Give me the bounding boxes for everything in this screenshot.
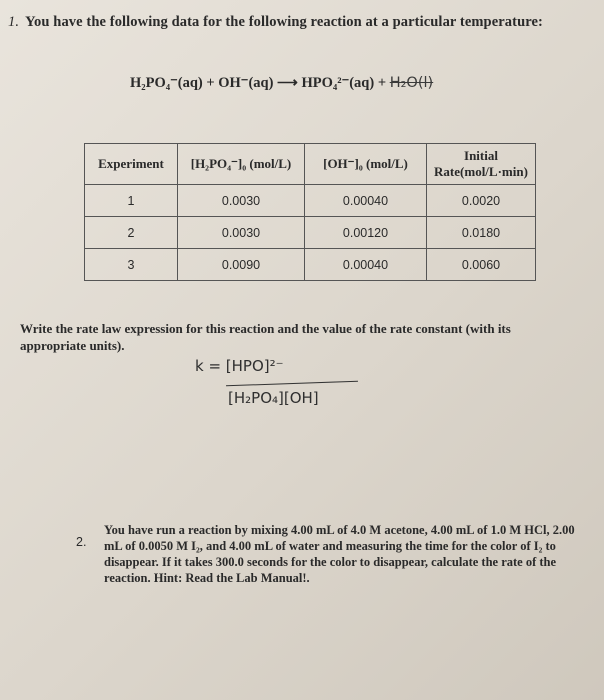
handwritten-fraction-bar	[226, 381, 358, 387]
reaction-text: H₂PO₄⁻(aq) + OH⁻(aq) ⟶ HPO₄²⁻(aq) +	[130, 75, 390, 91]
handwritten-denominator: [H₂PO₄][OH]	[228, 389, 319, 407]
table-header-row	[85, 144, 536, 185]
table-cell: 3	[85, 249, 178, 281]
question-2-text: You have run a reaction by mixing 4.00 mL of 4.0 M acetone, 4.00 mL of 1.0 M HCl, 2.00 mL of 0.0050 M I₂, and 4.00 mL of water and measuring the time for the color of I₂ to disappear. If it takes 300.0 seconds for the color to disappear, calculate the rate of the reaction. Hint: Read the Lab Manual!.	[104, 523, 575, 585]
question-1-prompt: You have the following data for the following reaction at a particular temperature:	[25, 14, 543, 30]
table-row	[85, 185, 536, 217]
header-initial-rate: Initial Rate(mol/L·min)	[427, 144, 536, 185]
table-cell: 0.0030	[178, 185, 305, 217]
table-cell: 0.0180	[427, 217, 536, 249]
table-cell: 0.0060	[427, 249, 536, 281]
table-cell: 0.00120	[305, 217, 427, 249]
table-cell: 0.0020	[427, 185, 536, 217]
table-cell: 0.0030	[178, 217, 305, 249]
kinetics-data-table	[84, 143, 536, 281]
rate-law-prompt: Write the rate law expression for this reaction and the value of the rate constant (with its appropriate units).	[20, 321, 511, 353]
question-2	[76, 522, 582, 586]
handwritten-numerator: k = [HPO]²⁻	[195, 357, 284, 375]
question-2-number: 2.	[76, 535, 87, 549]
table-cell: 0.00040	[305, 185, 427, 217]
table-cell: 1	[85, 185, 178, 217]
table-row	[85, 249, 536, 281]
table-row	[85, 217, 536, 249]
reaction-equation	[130, 75, 433, 92]
question-1-number: 1.	[8, 14, 20, 30]
header-experiment: Experiment	[85, 144, 178, 185]
table-cell: 0.00040	[305, 249, 427, 281]
table-cell: 0.0090	[178, 249, 305, 281]
header-h2po4-conc: [H₂PO₄⁻]₀ (mol/L)	[178, 144, 305, 185]
header-oh-conc: [OH⁻]₀ (mol/L)	[305, 144, 427, 185]
scratched-product: H₂O(l)	[389, 75, 434, 91]
question-1	[8, 14, 543, 31]
table-cell: 2	[85, 217, 178, 249]
